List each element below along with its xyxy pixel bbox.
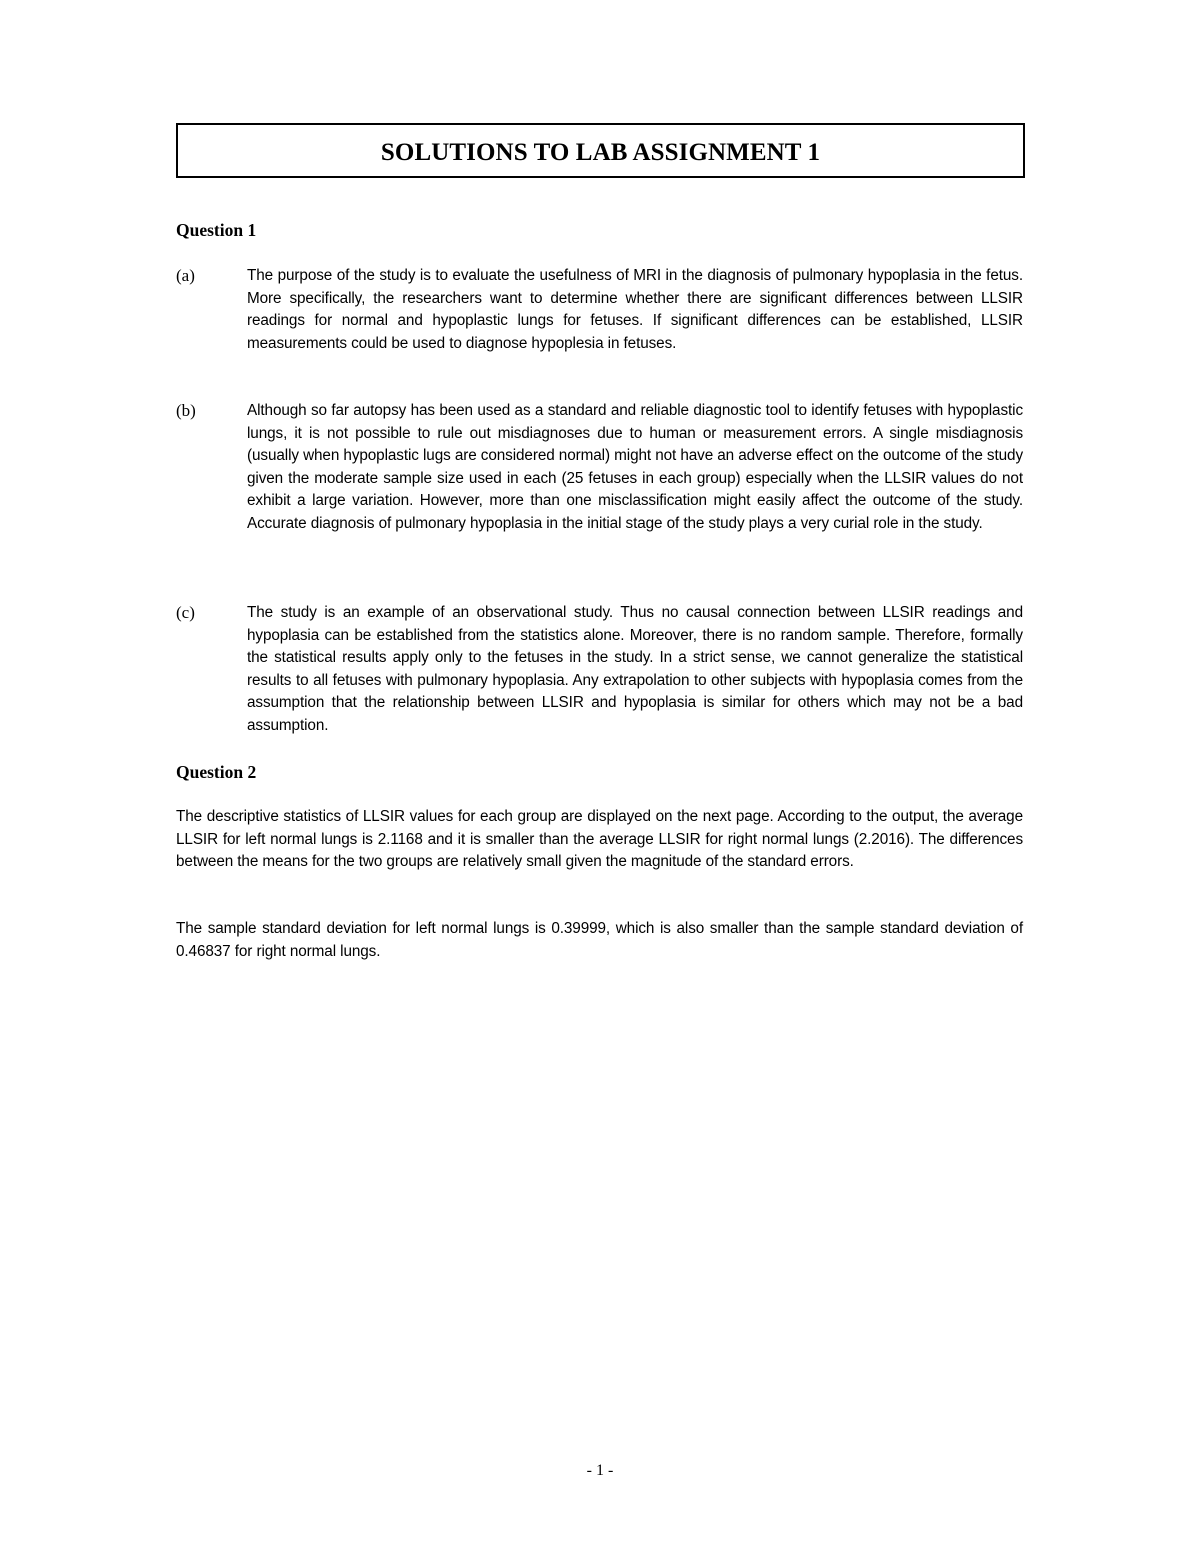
document-title: SOLUTIONS TO LAB ASSIGNMENT 1	[380, 139, 821, 166]
question-1-heading: Question 1	[176, 220, 257, 240]
title-box	[176, 123, 1025, 178]
page-number: - 1 -	[586, 1462, 614, 1479]
question-1-part-c	[176, 602, 1023, 738]
question-2-heading: Question 2	[176, 762, 257, 782]
question-2-paragraph-2: The sample standard deviation for left normal lungs is 0.39999, which is also smaller than the sample standard deviation of 0.46837 for right normal lungs.	[176, 920, 1023, 960]
question-1-part-a	[176, 265, 1023, 377]
question-1-part-b	[176, 400, 1023, 580]
part-c-text: The study is an example of an observational study. Thus no causal connection between LLSIR readings and hypoplasia can be established from the statistics alone. Moreover, there is no random sample. Therefore, formally the statistical results apply only to the fetuses in the study. In a strict sense, we cannot generalize the statistical results to all fetuses with pulmonary hypoplasia. Any extrapolation to other subjects with hypoplasia comes from the assumption that the relationship between LLSIR and hypoplasia is similar for others which may not be a bad assumption.	[247, 604, 1023, 734]
part-c-label: (c)	[176, 603, 195, 622]
part-a-label: (a)	[176, 266, 195, 285]
question-2-paragraph-1: The descriptive statistics of LLSIR values for each group are displayed on the next page. According to the output, the average LLSIR for left normal lungs is 2.1168 and it is smaller than the average LLSIR for right normal lungs (2.2016). The differences between the means for the two groups are relatively small given the magnitude of the standard errors.	[176, 808, 1023, 871]
part-b-label: (b)	[176, 401, 196, 420]
part-b-text: Although so far autopsy has been used as a standard and reliable diagnostic tool to identify fetuses with hypoplastic lungs, it is not possible to rule out misdiagnoses due to human or measurement errors. A single misdiagnosis (usually when hypoplastic lugs are considered normal) might not have an adverse effect on the outcome of the study given the moderate sample size used in each (25 fetuses in each group) especially when the LLSIR values do not exhibit a large variation. However, more than one misclassification might easily affect the outcome of the study. Accurate diagnosis of pulmonary hypoplasia in the initial stage of the study plays a very curial role in the study.	[247, 402, 1023, 532]
part-a-text: The purpose of the study is to evaluate the usefulness of MRI in the diagnosis of pulmonary hypoplasia in the fetus. More specifically, the researchers want to determine whether there are significant differences between LLSIR readings for normal and hypoplastic lungs for fetuses. If significant differences can be established, LLSIR measurements could be used to diagnose hypoplesia in fetuses.	[247, 267, 1023, 352]
